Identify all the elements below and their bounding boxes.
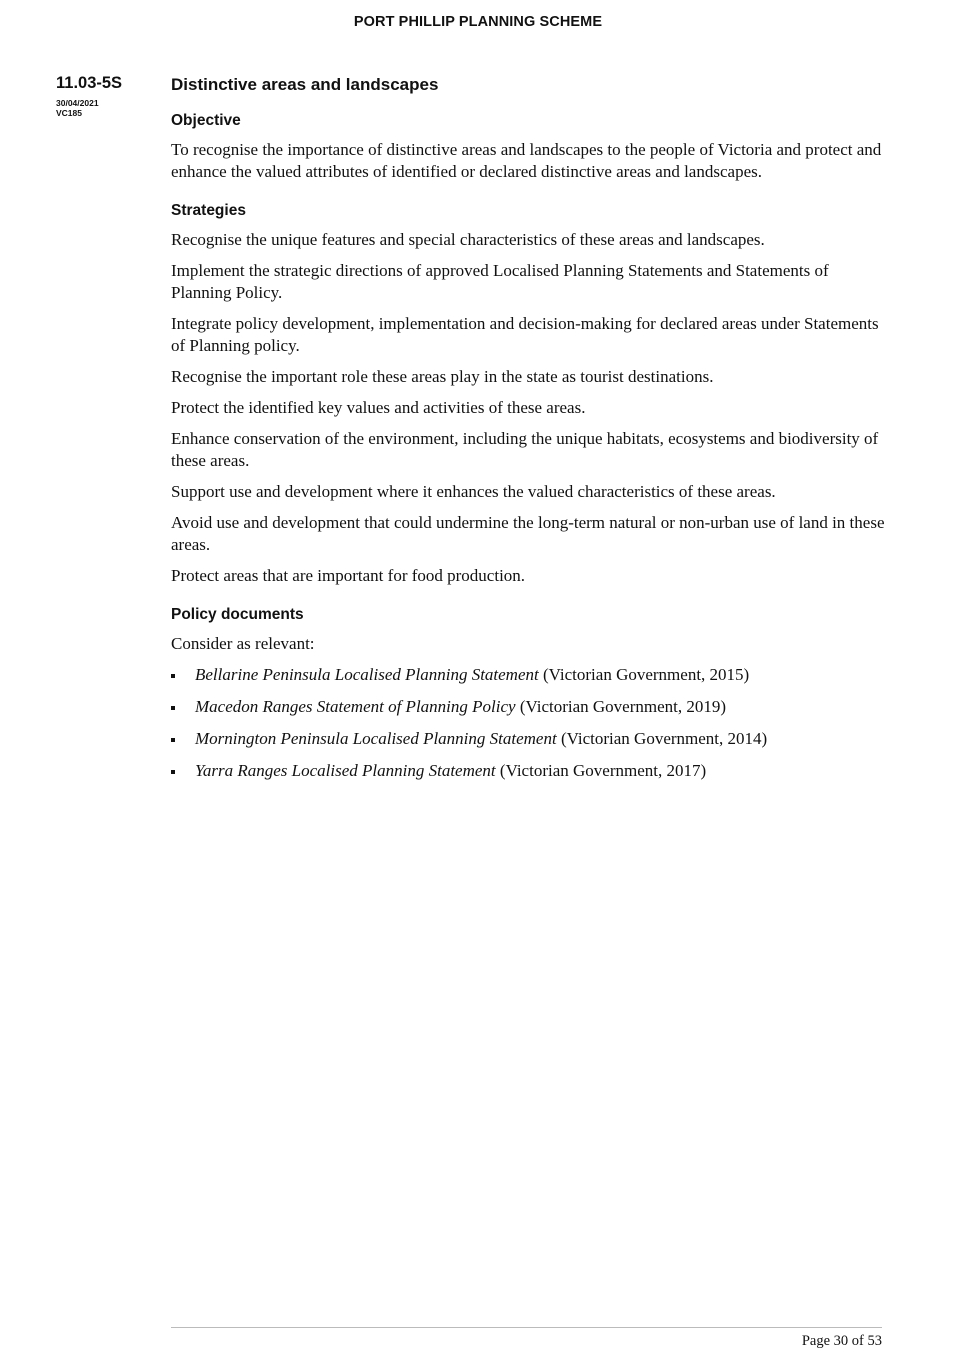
policy-document-title: Yarra Ranges Localised Planning Statement xyxy=(195,761,496,780)
strategy-item: Enhance conservation of the environment, including the unique habitats, ecosystems and biodiversity of these areas. xyxy=(171,429,879,470)
policy-document-source: (Victorian Government, 2014) xyxy=(560,729,768,748)
policy-document-item xyxy=(171,728,886,750)
policy-document-title: Bellarine Peninsula Localised Planning Statement xyxy=(195,665,539,684)
page-number: Page 30 of 53 xyxy=(801,1333,882,1349)
strategy-item: Recognise the important role these areas play in the state as tourist destinations. xyxy=(171,367,714,386)
strategy-item: Avoid use and development that could undermine the long-term natural or non-urban use of land in these areas. xyxy=(171,513,885,554)
policy-document-title: Mornington Peninsula Localised Planning Statement xyxy=(195,729,557,748)
strategy-item: Protect the identified key values and activities of these areas. xyxy=(171,398,586,417)
bullet-icon xyxy=(171,738,175,742)
strategy-item: Protect areas that are important for food production. xyxy=(171,566,526,585)
strategy-item: Support use and development where it enhances the valued characteristics of these areas. xyxy=(171,482,776,501)
policy-documents-section xyxy=(171,605,886,782)
clause-meta xyxy=(56,98,99,118)
policy-document-source: (Victorian Government, 2015) xyxy=(542,665,750,684)
strategies-heading: Strategies xyxy=(171,202,246,219)
strategy-item: Integrate policy development, implementation and decision-making for declared areas under Statements of Planning policy. xyxy=(171,314,879,355)
bullet-icon xyxy=(171,706,175,710)
policy-document-source: (Victorian Government, 2019) xyxy=(519,697,727,716)
strategy-item: Recognise the unique features and special characteristics of these areas and landscapes. xyxy=(171,230,765,249)
objective-heading: Objective xyxy=(171,112,241,129)
policy-document-source: (Victorian Government, 2017) xyxy=(499,761,707,780)
policy-document-item xyxy=(171,696,886,718)
footer-divider xyxy=(171,1327,882,1328)
policy-document-item xyxy=(171,760,886,782)
clause-title: Distinctive areas and landscapes xyxy=(171,75,439,94)
policy-document-item xyxy=(171,664,886,686)
clause-number: 11.03-5S xyxy=(56,74,123,92)
policy-documents-heading: Policy documents xyxy=(171,606,304,623)
clause-amendment: VC185 xyxy=(56,108,82,118)
objective-text: To recognise the importance of distinctive areas and landscapes to the people of Victoria and protect and enhance the valued attributes of identified or declared distinctive areas and landscapes. xyxy=(171,140,882,181)
policy-documents-list xyxy=(171,664,886,782)
policy-document-title: Macedon Ranges Statement of Planning Policy xyxy=(195,697,516,716)
policy-documents-intro: Consider as relevant: xyxy=(171,634,315,653)
strategy-item: Implement the strategic directions of approved Localised Planning Statements and Statements of Planning Policy. xyxy=(171,261,829,302)
bullet-icon xyxy=(171,674,175,678)
clause-content xyxy=(171,74,886,800)
clause-date: 30/04/2021 xyxy=(56,98,99,108)
page-header: PORT PHILLIP PLANNING SCHEME xyxy=(353,14,603,30)
bullet-icon xyxy=(171,770,175,774)
strategies-section xyxy=(171,201,886,587)
objective-section xyxy=(171,111,886,183)
